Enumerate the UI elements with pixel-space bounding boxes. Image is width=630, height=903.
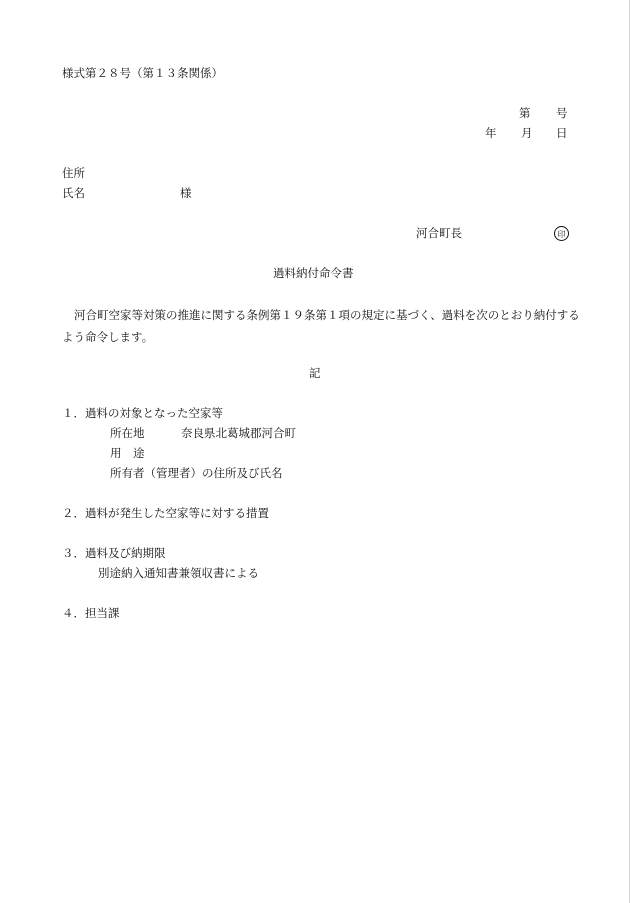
date-day-label: 日 [556,126,568,140]
issuer-title: 河合町長 [416,226,462,240]
doc-number-suffix: 号 [556,106,568,120]
document-title: 過料納付命令書 [273,266,354,280]
item-1-detail-label: 所有者（管理者）の住所及び氏名 [110,466,283,480]
seal-mark-icon: 印 [554,226,569,241]
item-3-note: 別途納入通知書兼領収書による [98,566,259,580]
date-month-label: 月 [521,126,533,140]
item-1-detail-label: 用 途 [110,446,145,460]
ki-marker: 記 [309,366,321,380]
doc-number-prefix: 第 [519,106,531,120]
form-number: 様式第２８号（第１３条関係） [62,66,223,80]
item-4-heading: ４．担当課 [62,606,120,620]
recipient-honorific: 様 [180,186,192,200]
item-2-heading: ２．過料が発生した空家等に対する措置 [62,506,269,520]
recipient-name-label: 氏名 [62,186,85,200]
item-1-detail-label: 所在地 [110,426,145,440]
document-body: 河合町空家等対策の推進に関する条例第１９条第１項の規定に基づく、過料を次のとおり納付するよう命令します。 [62,308,580,344]
item-1-detail-value: 奈良県北葛城郡河合町 [181,426,296,440]
item-3-heading: ３．過料及び納期限 [62,546,166,560]
date-year-label: 年 [485,126,497,140]
item-1-heading: １．過料の対象となった空家等 [62,406,223,420]
recipient-address-label: 住所 [62,166,85,180]
